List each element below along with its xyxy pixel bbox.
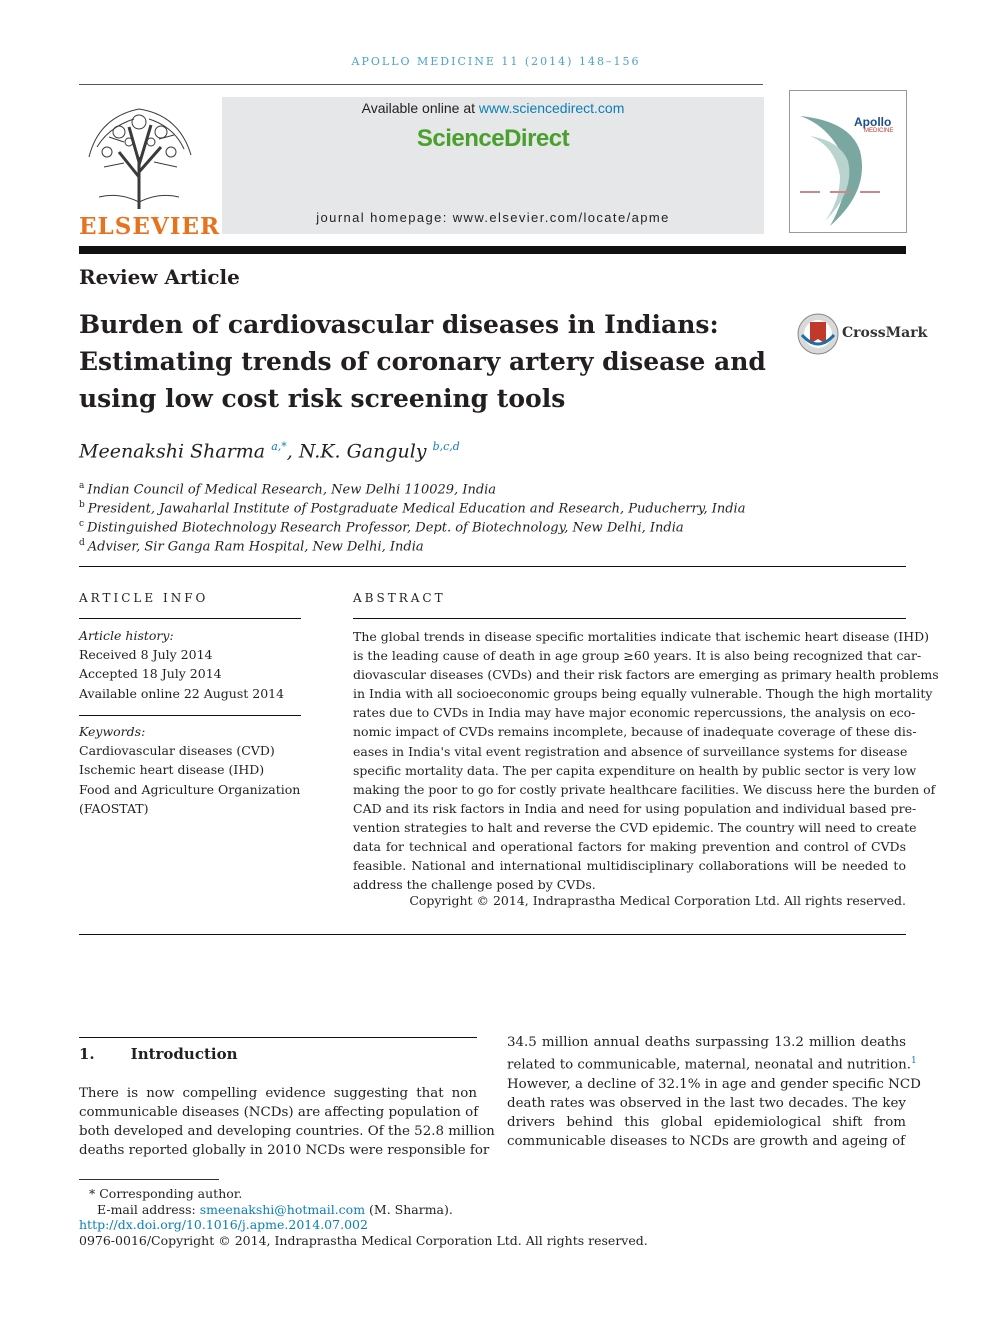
author-marks[interactable]: b,c,d xyxy=(432,440,460,453)
keywords-label: Keywords: xyxy=(79,724,146,739)
article-title xyxy=(79,306,779,417)
available-prefix: Available online at xyxy=(361,100,479,116)
aff-text: Adviser, Sir Ganga Ram Hospital, New Delhi, India xyxy=(87,539,424,555)
aff-text: President, Jawaharlal Institute of Postgraduate Medical Education and Research, Puducherry, India xyxy=(87,501,746,517)
abstract-rule xyxy=(353,618,906,619)
history-label: Article history: xyxy=(79,628,174,643)
aff-text: Indian Council of Medical Research, New Delhi 110029, India xyxy=(87,482,497,498)
doi-line xyxy=(79,1217,368,1233)
text-line: However, a decline of 32.1% in age and gender specific NCD xyxy=(507,1076,921,1092)
text-line: in India with all socioeconomic groups being equally vulnerable. Though the high mortality xyxy=(353,686,933,702)
keyword: (FAOSTAT) xyxy=(79,800,149,816)
title-line: using low cost risk screening tools xyxy=(79,384,566,413)
abstract-heading: ABSTRACT xyxy=(353,591,446,605)
author-list xyxy=(79,440,460,462)
affiliation xyxy=(79,534,424,556)
text-line: communicable diseases to NCDs are growth and ageing of xyxy=(507,1133,906,1149)
author-name: Meenakshi Sharma xyxy=(79,440,266,463)
text-line: is the leading cause of death in age group ≥60 years. It is also being recognized that car- xyxy=(353,648,922,664)
text-line: 34.5 million annual deaths surpassing 13.2 million deaths xyxy=(507,1035,906,1050)
intro-heading xyxy=(79,1045,238,1063)
text-line: address the challenge posed by CVDs. xyxy=(353,877,596,893)
journal-cover xyxy=(789,90,907,233)
intro-title: Introduction xyxy=(130,1045,238,1063)
text-line: both developed and developing countries. Of the 52.8 million xyxy=(79,1124,495,1140)
running-head: APOLLO MEDICINE 11 (2014) 148–156 xyxy=(351,55,641,68)
keyword: Ischemic heart disease (IHD) xyxy=(79,762,265,778)
text-line: feasible. National and international multidisciplinary collaborations will be needed to xyxy=(353,858,906,874)
text-line: rates due to CVDs in India may have major economic repercussions, the analysis on eco- xyxy=(353,705,916,721)
aff-text: Distinguished Biotechnology Research Professor, Dept. of Biotechnology, New Delhi, India xyxy=(87,520,684,536)
issn-copyright: 0976-0016/Copyright © 2014, Indraprastha Medical Corporation Ltd. All rights reserved. xyxy=(79,1233,648,1248)
history-item: Accepted 18 July 2014 xyxy=(79,666,222,682)
intro-right-column xyxy=(507,1033,921,1151)
header-rule xyxy=(79,84,763,85)
cover-journal-sub: MEDICINE xyxy=(864,128,894,134)
text-line: CAD and its risk factors in India and need for using population and individual based pre- xyxy=(353,800,917,816)
cover-journal-name: Apollo xyxy=(854,115,892,129)
author-separator: , xyxy=(286,440,299,463)
history-item: Received 8 July 2014 xyxy=(79,647,213,663)
header-thick-rule xyxy=(79,246,906,254)
sciencedirect-brand: ScienceDirect xyxy=(416,125,570,152)
article-type: Review Article xyxy=(79,265,240,289)
aff-key: a xyxy=(79,481,85,491)
text-line: There is now compelling evidence suggesting that non xyxy=(79,1086,477,1101)
text-line: nomic impact of CVDs remains incomplete, because of inadequate coverage of these dis- xyxy=(353,724,917,740)
email-link[interactable]: smeenakshi@hotmail.com xyxy=(199,1202,366,1217)
author-name: N.K. Ganguly xyxy=(298,440,427,463)
title-line: Estimating trends of coronary artery disease and xyxy=(79,347,766,376)
author-marks[interactable]: a,* xyxy=(271,440,287,453)
email-line xyxy=(79,1202,453,1218)
abstract-body xyxy=(353,627,939,894)
keyword: Food and Agriculture Organization xyxy=(79,781,301,797)
footnote-rule xyxy=(79,1179,219,1180)
text-line xyxy=(507,1052,917,1075)
crossmark-icon[interactable] xyxy=(797,313,839,355)
article-info-rule xyxy=(79,618,301,619)
available-online xyxy=(222,100,764,116)
keywords-rule xyxy=(79,715,301,716)
text-line: eases in India's vital event registration and absence of surveillance systems for disease xyxy=(353,743,908,759)
abstract-end-rule xyxy=(79,934,906,935)
reference-mark[interactable]: 1 xyxy=(910,1056,917,1067)
crossmark-label[interactable]: CrossMark xyxy=(842,325,928,341)
text-line: communicable diseases (NCDs) are affecting population of xyxy=(79,1105,479,1121)
article-info-heading: ARTICLE INFO xyxy=(79,591,209,605)
elsevier-tree-logo xyxy=(79,97,201,213)
aff-key: d xyxy=(79,538,85,548)
doi-link[interactable]: http://dx.doi.org/10.1016/j.apme.2014.07.002 xyxy=(79,1217,368,1232)
aff-key: b xyxy=(79,500,85,510)
abstract-copyright: Copyright © 2014, Indraprastha Medical Corporation Ltd. All rights reserved. xyxy=(409,893,906,908)
intro-number: 1. xyxy=(79,1045,95,1063)
cover-art xyxy=(790,91,906,232)
text-line: diovascular diseases (CVDs) and their risk factors are emerging as primary health problems xyxy=(353,667,939,683)
email-suffix: (M. Sharma). xyxy=(365,1202,453,1217)
title-line: Burden of cardiovascular diseases in Indians: xyxy=(79,310,719,339)
corresponding-author: * Corresponding author. xyxy=(89,1186,243,1201)
text-line: making the poor to go for costly private healthcare facilities. We discuss here the burden of xyxy=(353,781,936,797)
line-text: related to communicable, maternal, neonatal and nutrition. xyxy=(507,1057,911,1073)
text-line: The global trends in disease specific mortalities indicate that ischemic heart disease (IHD) xyxy=(353,629,930,644)
text-line: data for technical and operational factors for making prevention and control of CVDs xyxy=(353,839,906,855)
sciencedirect-link[interactable]: www.sciencedirect.com xyxy=(478,100,625,116)
elsevier-wordmark: ELSEVIER xyxy=(79,213,221,240)
history-item: Available online 22 August 2014 xyxy=(79,685,285,701)
text-line: specific mortality data. The per capita expenditure on health by public sector is very low xyxy=(353,762,917,778)
intro-left-column xyxy=(79,1084,495,1160)
text-line: deaths reported globally in 2010 NCDs were responsible for xyxy=(79,1143,490,1159)
text-line: death rates was observed in the last two decades. The key xyxy=(507,1095,906,1111)
keywords xyxy=(79,722,301,818)
keyword: Cardiovascular diseases (CVD) xyxy=(79,743,275,759)
aff-key: c xyxy=(79,519,85,529)
article-history xyxy=(79,626,301,703)
text-line: vention strategies to halt and reverse the CVD epidemic. The country will need to create xyxy=(353,819,917,835)
intro-rule xyxy=(79,1037,477,1038)
text-line: drivers behind this global epidemiological shift from xyxy=(507,1114,906,1130)
email-label: E-mail address: xyxy=(97,1202,200,1217)
section-rule xyxy=(79,566,906,567)
journal-homepage[interactable]: journal homepage: www.elsevier.com/locate/apme xyxy=(316,210,670,225)
